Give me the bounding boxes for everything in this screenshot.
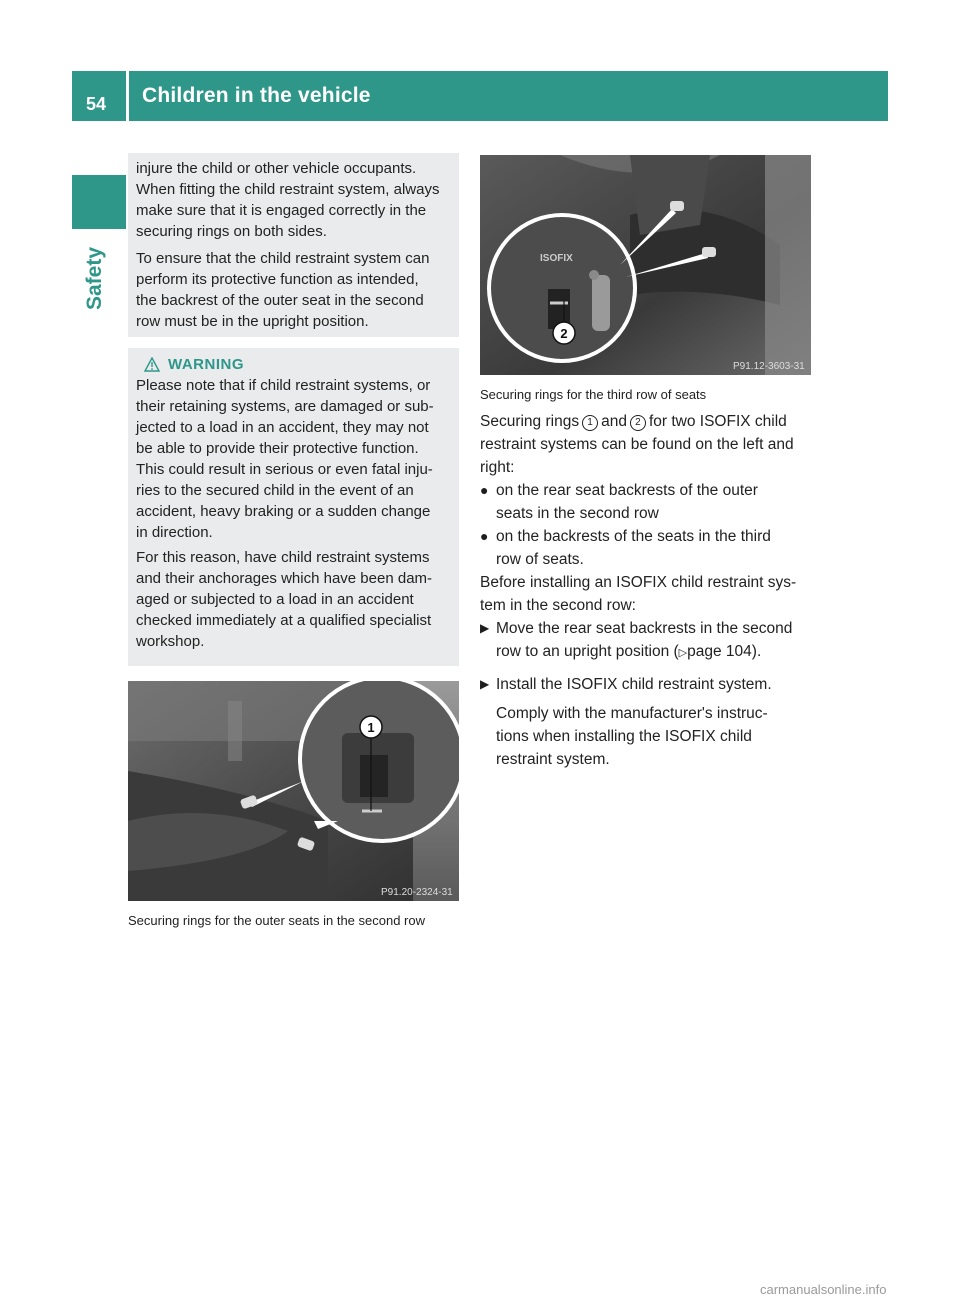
- text-line: aged or subjected to a load in an accident: [136, 591, 414, 608]
- step-arrow-icon: ▶: [480, 677, 490, 691]
- text-line: Comply with the manufacturer's instruc-: [496, 705, 768, 722]
- text-line: accident, heavy braking or a sudden change: [136, 503, 431, 520]
- text-line: tions when installing the ISOFIX child: [496, 728, 752, 745]
- text-line: in direction.: [136, 524, 213, 541]
- body-text: [480, 410, 815, 771]
- text-line: seats in the second row: [496, 505, 659, 522]
- text-line: To ensure that the child restraint system can: [136, 250, 430, 267]
- page-reference-link[interactable]: page 104: [687, 643, 752, 660]
- text-line: securing rings on both sides.: [136, 223, 327, 240]
- ref-circle-2: 2: [630, 415, 646, 431]
- image-code: P91.20-2324-31: [381, 887, 453, 898]
- bullet-icon: ●: [480, 482, 489, 498]
- text-line: and their anchorages which have been dam-: [136, 570, 433, 587]
- section-label: Safety: [83, 246, 106, 310]
- text-line: Install the ISOFIX child restraint system.: [496, 676, 772, 693]
- text-line: This could result in serious or even fatal inju-: [136, 461, 433, 478]
- text-span: for two ISOFIX child: [648, 413, 787, 430]
- caption-left: Securing rings for the outer seats in the second row: [128, 913, 425, 928]
- instruction-step: [480, 617, 815, 665]
- watermark: carmanualsonline.info: [760, 1282, 887, 1297]
- text-line: row must be in the upright position.: [136, 313, 369, 330]
- text-line: the backrest of the outer seat in the second: [136, 292, 424, 309]
- text-line: Please note that if child restraint systems, or: [136, 377, 431, 394]
- page-ref-icon: ▷: [678, 647, 688, 659]
- warning-box: [128, 348, 459, 666]
- text-span: and: [601, 413, 627, 430]
- callout-2: 2: [560, 326, 568, 341]
- text-line: be able to provide their protective function.: [136, 440, 419, 457]
- text-line: [496, 640, 792, 665]
- text-span: Securing rings: [480, 413, 580, 430]
- page-number: 54: [86, 94, 107, 114]
- text-line: make sure that it is engaged correctly in the: [136, 202, 427, 219]
- text-line: When fitting the child restraint system, always: [136, 181, 440, 198]
- list-item: [480, 525, 815, 571]
- info-box: [128, 153, 459, 337]
- text-line: restraint systems can be found on the left and: [480, 436, 794, 453]
- text-span: row to an upright position (: [496, 643, 679, 660]
- page-title: Children in the vehicle: [142, 84, 371, 107]
- warning-header: [136, 356, 453, 373]
- text-line: on the rear seat backrests of the outer: [496, 482, 758, 499]
- text-line: injure the child or other vehicle occupants.: [136, 160, 417, 177]
- caption-right: Securing rings for the third row of seats: [480, 387, 707, 402]
- ref-circle-1: 1: [582, 415, 598, 431]
- text-line: Move the rear seat backrests in the second: [496, 620, 793, 637]
- text-line: perform its protective function as intended,: [136, 271, 419, 288]
- photo-third-row-rings: [480, 155, 811, 375]
- step-arrow-icon: ▶: [480, 621, 490, 635]
- photo-second-row-rings: [128, 681, 459, 901]
- text-line: For this reason, have child restraint systems: [136, 549, 430, 566]
- section-tab: [72, 175, 126, 229]
- text-line: restraint system.: [496, 751, 610, 768]
- text-line: jected to a load in an accident, they may not: [136, 419, 429, 436]
- list-item: [480, 479, 815, 525]
- text-span: ).: [751, 643, 762, 660]
- image-code: P91.12-3603-31: [733, 361, 805, 372]
- text-line: on the backrests of the seats in the third: [496, 528, 771, 545]
- callout-1: 1: [367, 720, 375, 735]
- text-line: tem in the second row:: [480, 597, 636, 614]
- text-line: workshop.: [136, 633, 205, 650]
- warning-icon: [144, 357, 160, 372]
- header-divider: [126, 71, 129, 121]
- instruction-step: [480, 673, 815, 771]
- text-line: checked immediately at a qualified specialist: [136, 612, 432, 629]
- text-line: right:: [480, 459, 515, 476]
- text-line: row of seats.: [496, 551, 584, 568]
- warning-title: WARNING: [168, 356, 244, 373]
- text-line: their retaining systems, are damaged or sub-: [136, 398, 434, 415]
- bullet-icon: ●: [480, 528, 489, 544]
- text-line: ries to the secured child in the event of an: [136, 482, 414, 499]
- isofix-label: ISOFIX: [540, 253, 573, 264]
- text-line: Before installing an ISOFIX child restraint sys-: [480, 574, 797, 591]
- text-line: [480, 410, 815, 433]
